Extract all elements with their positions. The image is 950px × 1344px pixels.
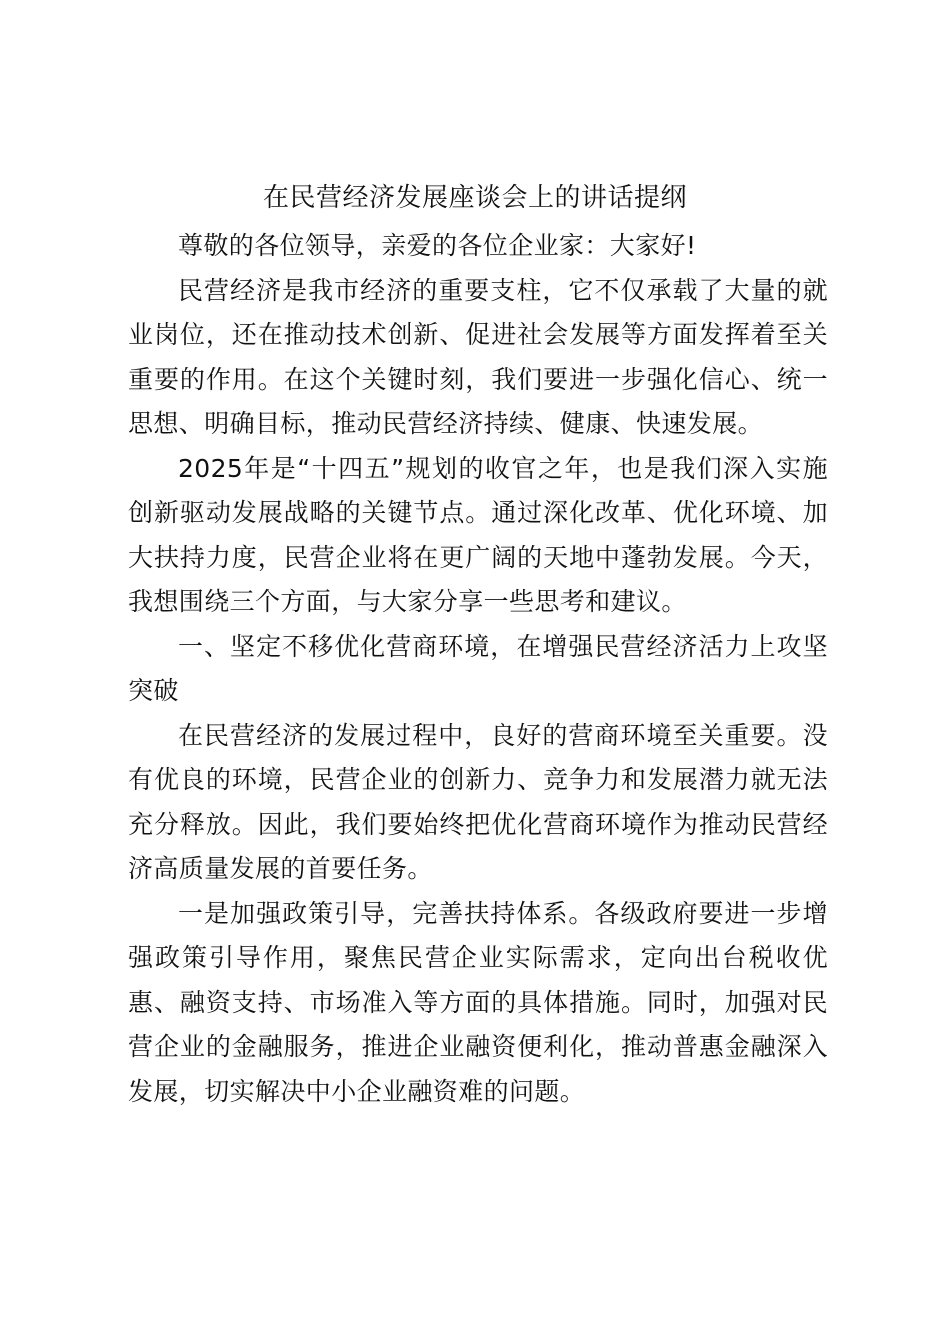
paragraph-greeting: 尊敬的各位领导，亲爱的各位企业家：大家好! bbox=[178, 231, 697, 260]
paragraph-business-environment: 在民营经济的发展过程中，良好的营商环境至关重要。没有优良的环境，民营企业的创新力、竞争力和发展潜力就无法充分释放。因此，我们要始终把优化营商环境作为推动民营经济高质量发展的首要任务。 bbox=[128, 720, 828, 883]
paragraph-policy-guidance: 一是加强政策引导，完善扶持体系。各级政府要进一步增强政策引导作用，聚焦民营企业实际需求，定向出台税收优惠、融资支持、市场准入等方面的具体措施。同时，加强对民营企业的金融服务，推进企业融资便利化，推动普惠金融深入发展，切实解决中小企业融资难的问题。 bbox=[128, 898, 828, 1106]
paragraph-intro: 民营经济是我市经济的重要支柱，它不仅承载了大量的就业岗位，还在推动技术创新、促进社会发展等方面发挥着至关重要的作用。在这个关键时刻，我们要进一步强化信心、统一思想、明确目标，推动民营经济持续、健康、快速发展。 bbox=[128, 275, 828, 438]
document-body bbox=[128, 224, 828, 1114]
document-title: 在民营经济发展座谈会上的讲话提纲 bbox=[262, 183, 687, 213]
section-heading-one: 一、坚定不移优化营商环境，在增强民营经济活力上攻坚突破 bbox=[128, 631, 828, 705]
paragraph-context: 2025年是“十四五”规划的收官之年，也是我们深入实施创新驱动发展战略的关键节点。通过深化改革、优化环境、加大扶持力度，民营企业将在更广阔的天地中蓬勃发展。今天，我想围绕三个方面，与大家分享一些思考和建议。 bbox=[128, 453, 828, 616]
